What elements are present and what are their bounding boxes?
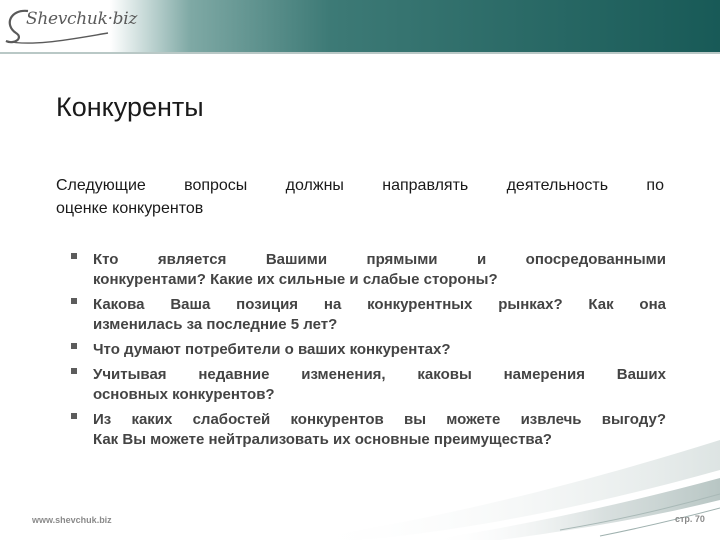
question-line: Что думают потребители о ваших конкурентах? (93, 341, 451, 358)
intro-line: Следующие вопросы должны направлять деятельность по (56, 177, 664, 194)
question-line: основных конкурентов? (93, 386, 275, 403)
page-number: стр. 70 (675, 514, 705, 524)
question-line: Какова Ваша позиция на конкурентных рынках? Как она (93, 296, 666, 313)
logo-wordmark: Shevchuk·biz (26, 9, 138, 29)
intro-line: оценке конкурентов (56, 200, 204, 217)
footer-website: www.shevchuk.biz (32, 515, 112, 525)
question-line: конкурентами? Какие их сильные и слабые стороны? (93, 271, 498, 288)
question-line: изменилась за последние 5 лет? (93, 316, 338, 333)
question-line: Учитывая недавние изменения, каковы намерения Ваших (93, 366, 666, 383)
question-line: Кто является Вашими прямыми и опосредованными (93, 251, 666, 268)
question-line: Как Вы можете нейтрализовать их основные преимущества? (93, 431, 552, 448)
question-line: Из каких слабостей конкурентов вы можете извлечь выгоду? (93, 411, 666, 428)
slide-title: Конкуренты (56, 92, 204, 122)
